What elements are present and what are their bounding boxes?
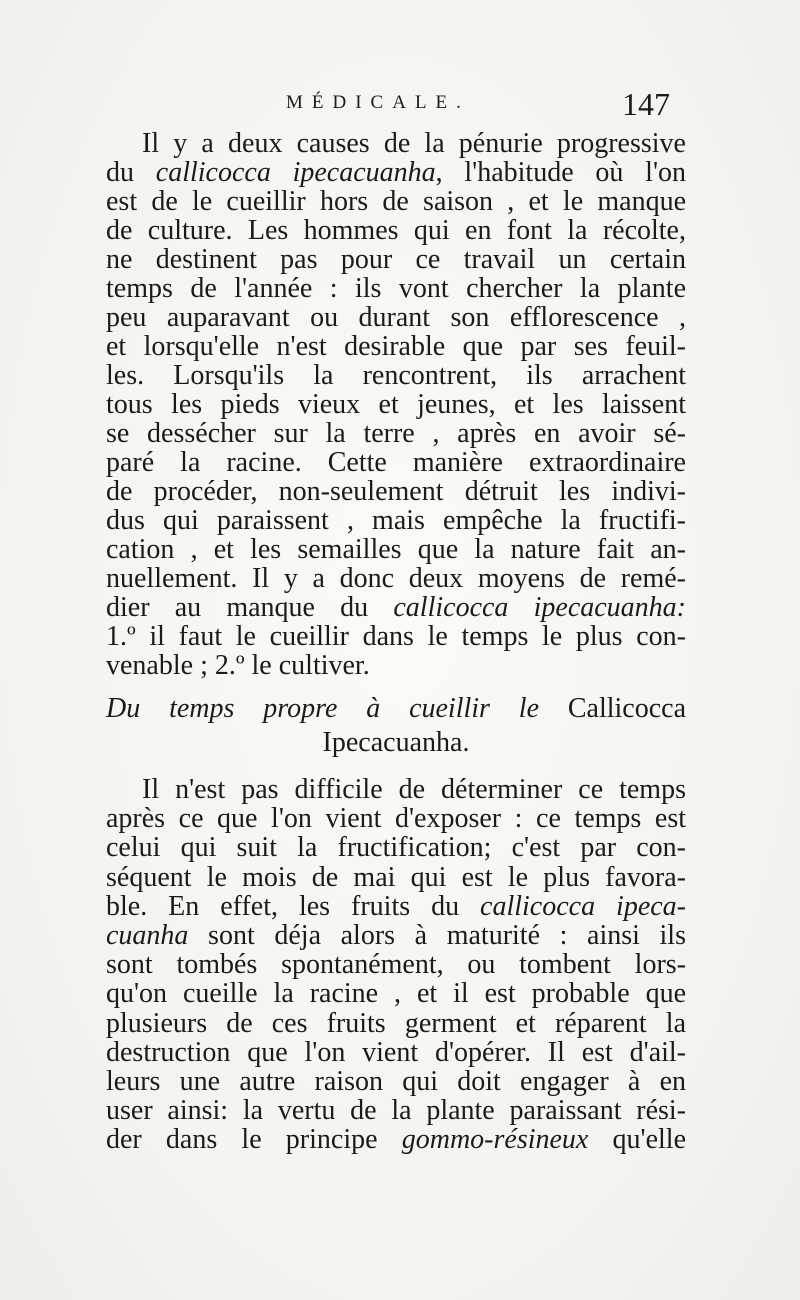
paragraph-1 [106,129,686,680]
text-line: user ainsi: la vertu de la plante paraissant rési- [106,1095,686,1127]
text-line: séquent le mois de mai qui est le plus favora- [106,861,686,893]
text-line: ne destinent pas pour ce travail un certain [106,244,686,275]
text-line: der dans le principe gommo-résineux qu'elle [106,1124,686,1156]
text-line: dier au manque du callicocca ipecacuanha: [106,592,687,623]
text-line: est de le cueillir hors de saison , et le manque [106,186,686,217]
paragraph-2 [106,775,686,1155]
text-line: plusieurs de ces fruits germent et réparent la [106,1007,686,1039]
running-head: MÉDICALE. [286,92,470,113]
page-number: 147 [622,86,670,122]
text-line: ble. En effet, les fruits du callicocca ipeca- [106,890,686,922]
text-line: dus qui paraissent , mais empêche la fructifi- [106,505,686,536]
text-line: cation , et les semailles que la nature fait an- [106,534,686,565]
text-line: celui qui suit la fructification; c'est par con- [106,832,686,864]
text-line: leurs une autre raison qui doit engager à en [106,1066,686,1098]
text-line: qu'on cueille la racine , et il est probable que [106,978,686,1010]
text-line: se dessécher sur la terre , après en avoir sé- [106,418,686,449]
section-heading-roman: Callicocca [539,693,686,724]
text-line: Il y a deux causes de la pénurie progressive [142,128,686,159]
text-line: peu auparavant ou durant son efflorescence , [106,302,686,333]
text-line: nuellement. Il y a donc deux moyens de remé- [106,563,686,594]
text-line: temps de l'année : ils vont chercher la plante [106,273,686,304]
text-line: et lorsqu'elle n'est desirable que par ses feuil- [106,331,686,362]
text-line: 1.º il faut le cueillir dans le temps le plus con- [106,621,686,652]
text-line: paré la racine. Cette manière extraordinaire [106,447,686,478]
text-line: après ce que l'on vient d'exposer : ce temps est [106,803,686,835]
text-line: destruction que l'on vient d'opérer. Il est d'ail- [106,1036,686,1068]
section-heading [106,692,686,760]
text-line: du callicocca ipecacuanha, l'habitude où l'on [106,157,686,188]
section-heading-italic: Du temps propre à cueillir le [106,693,539,724]
text-line: venable ; 2.º le cultiver. [106,650,370,681]
text-line: Il n'est pas difficile de déterminer ce temps [142,774,686,805]
text-line: de procéder, non-seulement détruit les indivi- [106,476,686,507]
text-line: sont tombés spontanément, ou tombent lors- [106,949,686,981]
text-line: les. Lorsqu'ils la rencontrent, ils arrachent [106,360,686,391]
text-line: tous les pieds vieux et jeunes, et les laissent [106,389,686,420]
text-line: de culture. Les hommes qui en font la récolte, [106,215,686,246]
section-heading-line-1 [106,692,686,726]
text-line: cuanha sont déja alors à maturité : ainsi ils [106,920,686,952]
section-heading-line-2: Ipecacuanha. [322,727,470,758]
